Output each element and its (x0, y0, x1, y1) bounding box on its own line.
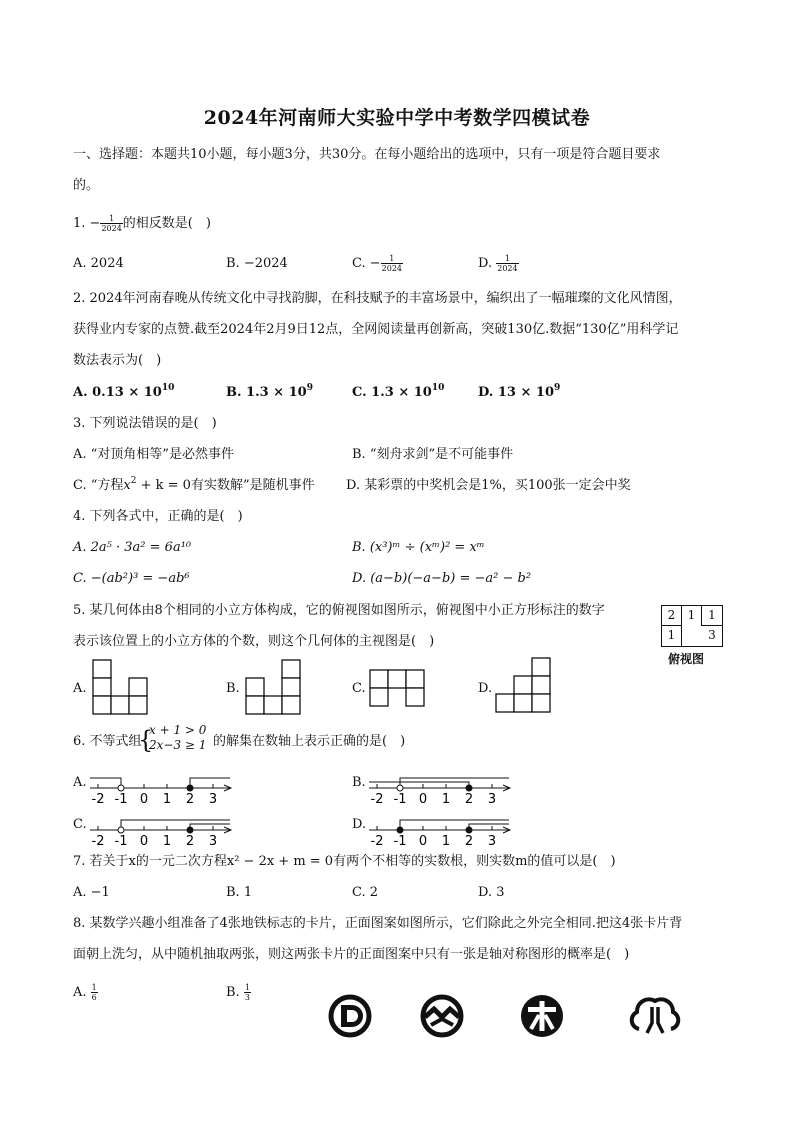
q8-option-b-num: 1 (244, 983, 250, 992)
number-line-tick-label: 3 (487, 792, 497, 807)
section-header-line1: 一、选择题：本题共10小题，每小题3分，共30分。在每小题给出的选项中，只有一项是符合题目要求 (73, 147, 661, 162)
q8-option-a[interactable] (73, 983, 98, 1002)
number-line-tick-label: 0 (418, 792, 428, 807)
q6-brace: { (138, 726, 154, 754)
q7-option-d[interactable]: D. 3 (478, 885, 505, 900)
number-line-tick-label: 1 (162, 792, 172, 807)
metro-logo-4-icon (627, 993, 683, 1039)
q1-option-d-num: 1 (496, 254, 518, 264)
q2-option-b-exp: 9 (306, 383, 313, 393)
q2-option-d-base: D. 13 × 10 (478, 385, 554, 400)
q5-top-view-grid (661, 605, 723, 647)
q6-number-line-d (369, 812, 519, 852)
q1-option-d-den: 2024 (497, 264, 518, 273)
q1-option-a[interactable]: A. 2024 (73, 256, 124, 271)
number-line-tick-label: 3 (487, 834, 497, 849)
page-title: 2024年河南师大实验中学中考数学四模试卷 (203, 107, 591, 129)
q3-option-d[interactable]: D. 某彩票的中奖机会是1%，买100张一定会中奖 (346, 478, 631, 493)
q5-grid-cell: 1 (702, 606, 722, 626)
q3-option-c-exp: 2 (130, 476, 137, 486)
q5-line2: 表示该位置上的小立方体的个数，则这个几何体的主视图是( ) (73, 634, 435, 649)
q5-option-d-figure (496, 658, 554, 718)
q8-option-a-num: 1 (91, 983, 97, 992)
q5-option-a[interactable]: A. (73, 681, 87, 696)
q5-grid-cell: 1 (682, 606, 702, 626)
q6-option-a[interactable]: A. (73, 775, 87, 790)
number-line-tick-label: 2 (464, 834, 474, 849)
number-line-range (190, 778, 230, 788)
q5-grid-cell: 1 (662, 626, 682, 646)
q3-option-c[interactable] (73, 477, 315, 495)
q6-number-line-b (369, 770, 519, 810)
q5-option-d[interactable]: D. (478, 681, 493, 696)
q6-number-line-c (90, 812, 240, 852)
number-line-range (400, 778, 509, 788)
number-line-tick-label: -1 (114, 834, 128, 849)
q2-option-b-base: B. 1.3 × 10 (226, 385, 307, 400)
q8-option-b-label: B. (226, 985, 244, 1000)
number-line-tick-label: -1 (114, 792, 128, 807)
number-line-range (121, 820, 230, 830)
number-line-range (369, 782, 469, 788)
q1-option-c-label: C. − (352, 256, 381, 271)
q6-option-b[interactable]: B. (352, 775, 366, 790)
q1-fraction (100, 214, 122, 233)
q3-stem: 3. 下列说法错误的是( ) (73, 416, 217, 431)
q1-option-b[interactable]: B. −2024 (226, 256, 288, 271)
q6-option-c[interactable]: C. (73, 817, 87, 832)
number-line-tick-label: 1 (441, 834, 451, 849)
q2-option-a-base: A. 0.13 × 10 (73, 385, 162, 400)
metro-logo-3-icon (519, 993, 565, 1039)
q2-option-b[interactable] (226, 384, 313, 402)
q4-option-d[interactable]: D. (a−b)(−a−b) = −a² − b² (352, 571, 532, 586)
q5-line1: 5. 某几何体由8个相同的小立方体构成，它的俯视图如图所示，俯视图中小正方形标注的数字 (73, 603, 605, 618)
q6-prefix: 6. 不等式组 (73, 734, 142, 749)
number-line-tick-label: 0 (418, 834, 428, 849)
number-line-closed-point (187, 827, 193, 833)
q3-option-c-var: x (123, 478, 131, 493)
number-line-tick-label: -1 (393, 792, 407, 807)
number-line-closed-point (187, 785, 193, 791)
number-line-tick-label: -2 (370, 792, 384, 807)
number-line-closed-point (397, 827, 403, 833)
q8-line2: 面朝上洗匀，从中随机抽取两张，则这两张卡片的正面图案中只有一张是轴对称图形的概率是( ) (73, 947, 630, 962)
q7-option-c[interactable]: C. 2 (352, 885, 379, 900)
number-line-tick-label: 2 (185, 792, 195, 807)
section-header-line2: 的。 (73, 178, 100, 193)
q8-option-b-frac (244, 983, 251, 1002)
q1-option-c-num: 1 (381, 254, 403, 264)
q6-ineq2: 2x−3 ≥ 1 (149, 738, 207, 752)
number-line-tick-label: 2 (464, 792, 474, 807)
q6-option-d[interactable]: D. (352, 817, 367, 832)
q7-stem: 7. 若关于x的一元二次方程x² − 2x + m = 0有两个不相等的实数根，则实数m的值可以是( ) (73, 854, 616, 869)
q1-frac-den: 2024 (101, 224, 122, 233)
q5-option-a-figure (93, 660, 149, 716)
q4-option-c[interactable]: C. −(ab²)³ = −ab⁶ (73, 571, 190, 586)
number-line-closed-point (466, 785, 472, 791)
q6-ineq1: x + 1 > 0 (149, 723, 207, 737)
number-line-tick-label: -2 (91, 792, 105, 807)
q6-suffix: 的解集在数轴上表示正确的是( ) (213, 734, 406, 749)
number-line-tick-label: 0 (139, 834, 149, 849)
number-line-tick-label: -2 (91, 834, 105, 849)
q1-option-c-den: 2024 (381, 264, 402, 273)
q2-option-c-exp: 10 (431, 383, 445, 393)
q2-option-a-exp: 10 (161, 383, 175, 393)
number-line-tick-label: 1 (162, 834, 172, 849)
q7-option-a[interactable]: A. −1 (73, 885, 110, 900)
q1-option-d-label: D. (478, 256, 497, 271)
number-line-range (90, 778, 121, 788)
q5-option-b[interactable]: B. (226, 681, 240, 696)
q8-option-b-den: 3 (244, 993, 250, 1002)
q3-option-c-pre: C. “方程 (73, 478, 124, 493)
q5-grid-cell (682, 626, 702, 646)
q1-option-c-frac (381, 254, 403, 273)
q2-option-c[interactable] (352, 384, 444, 402)
metro-logo-1-icon (327, 993, 373, 1039)
q1-option-c[interactable] (352, 254, 403, 273)
q8-option-a-den: 6 (91, 993, 97, 1002)
q2-option-d-exp: 9 (554, 383, 561, 393)
q3-option-a[interactable]: A. “对顶角相等”是必然事件 (73, 447, 234, 462)
q1-stem (73, 214, 211, 233)
q8-line1: 8. 某数学兴趣小组准备了4张地铁标志的卡片，正面图案如图所示，它们除此之外完全相同.把这4张卡片背 (73, 916, 683, 931)
number-line-open-point (118, 785, 124, 791)
q5-option-c[interactable]: C. (352, 681, 366, 696)
number-line-tick-label: 3 (208, 792, 218, 807)
number-line-closed-point (466, 827, 472, 833)
q3-option-c-post: + k = 0有实数解”是随机事件 (136, 478, 315, 493)
q2-option-c-base: C. 1.3 × 10 (352, 385, 432, 400)
q6-number-line-a (90, 770, 240, 810)
q1-suffix: 的相反数是( ) (122, 216, 211, 231)
q7-option-b[interactable]: B. 1 (226, 885, 253, 900)
q2-option-d[interactable] (478, 384, 560, 402)
q4-option-b[interactable]: B. (x³)ᵐ ÷ (xᵐ)² = xᵐ (352, 540, 485, 555)
q2-line1: 2. 2024年河南春晚从传统文化中寻找韵脚，在科技赋予的丰富场景中，编织出了一幅璀璨的文化风情图， (73, 291, 682, 306)
q8-option-a-label: A. (73, 985, 91, 1000)
q1-option-d-frac (496, 254, 518, 273)
q1-frac-num: 1 (100, 214, 122, 224)
q5-grid-caption: 俯视图 (668, 652, 705, 666)
q2-option-a[interactable] (73, 384, 174, 402)
number-line-open-point (397, 785, 403, 791)
q4-stem: 4. 下列各式中，正确的是( ) (73, 509, 243, 524)
number-line-open-point (118, 827, 124, 833)
metro-logo-2-icon (419, 993, 465, 1039)
q8-option-b[interactable] (226, 983, 251, 1002)
q3-option-b[interactable]: B. “刻舟求剑”是不可能事件 (352, 447, 514, 462)
number-line-tick-label: 2 (185, 834, 195, 849)
q5-grid-cell: 3 (708, 628, 716, 642)
q8-option-a-frac (91, 983, 98, 1002)
number-line-tick-label: -2 (370, 834, 384, 849)
q1-prefix: 1. − (73, 216, 101, 231)
number-line-tick-label: 0 (139, 792, 149, 807)
q5-option-c-figure (370, 670, 426, 710)
number-line-range (400, 820, 509, 830)
q4-option-a[interactable]: A. 2a⁵ · 3a² = 6a¹⁰ (73, 540, 192, 555)
q2-line2: 获得业内专家的点赞.截至2024年2月9日12点，全网阅读量再创新高，突破130亿.数据“130亿”用科学记 (73, 322, 679, 337)
q5-option-b-figure (246, 660, 302, 716)
number-line-tick-label: 1 (441, 792, 451, 807)
number-line-tick-label: 3 (208, 834, 218, 849)
number-line-tick-label: -1 (393, 834, 407, 849)
q5-grid-cell: 2 (662, 606, 682, 626)
q1-option-d[interactable] (478, 254, 519, 273)
q2-line3: 数法表示为( ) (73, 353, 162, 368)
